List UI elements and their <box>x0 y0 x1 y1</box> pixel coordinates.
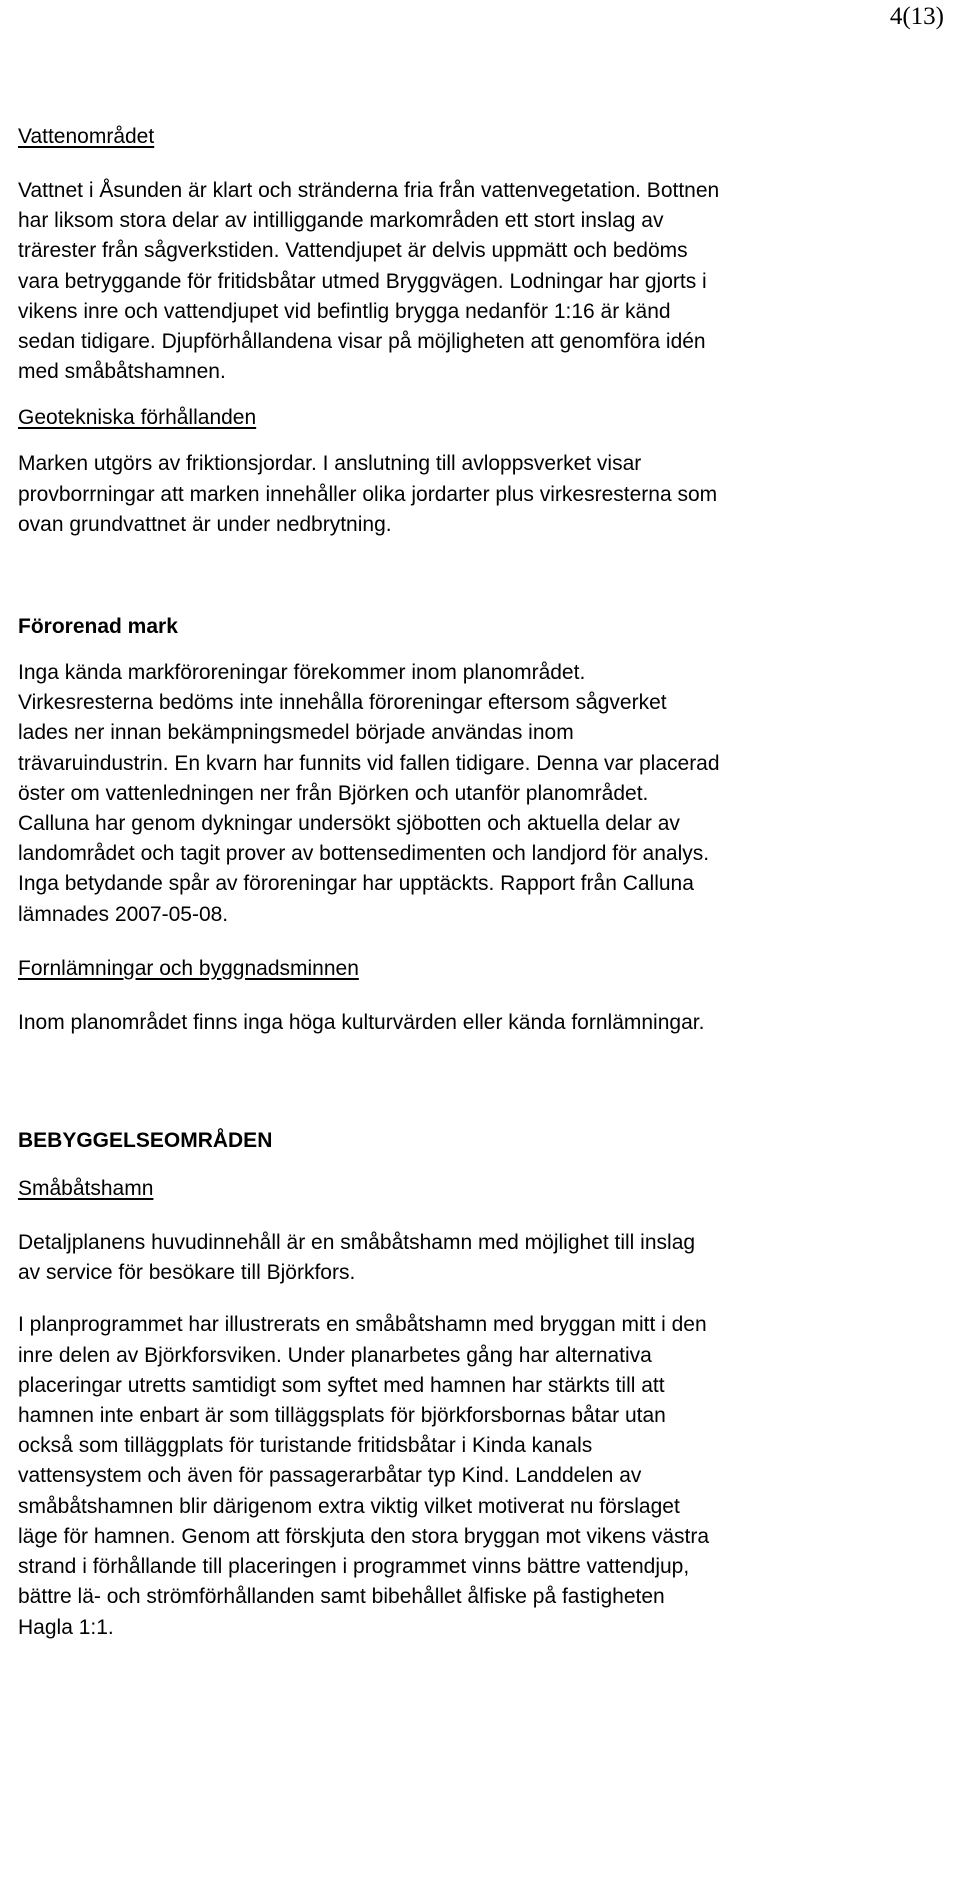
document-body <box>18 120 950 1643</box>
page-number: 4(13) <box>889 3 944 30</box>
heading-bebyggelseomraden: BEBYGGELSEOMRÅDEN <box>18 1129 273 1153</box>
heading-vattenomradet: Vattenområdet <box>18 125 155 148</box>
paragraph-smabatshamn-intro: Detaljplanens huvudinnehåll är en småbåtshamn med möjlighet till inslag av service för besökare till Björkfors. <box>18 1231 696 1285</box>
paragraph-vattenomradet: Vattnet i Åsunden är klart och stränderna fria från vattenvegetation. Bottnen har liksom stora delar av intilliggande markområden ett stort inslag av trärester från sågverkstiden. Vattendjupet är delvis uppmätt och bedöms vara betryggande för fritidsbåtar utmed Bryggvägen. Lodningar har gjorts i vikens inre och vattendjupet vid befintlig brygga nedanför 1:16 är känd sedan tidigare. Djupförhållandena visar på möjligheten att genomföra idén med småbåtshamnen. <box>18 179 720 384</box>
heading-fororenad-mark: Förorenad mark <box>18 615 178 639</box>
heading-fornlamningar: Fornlämningar och byggnadsminnen <box>18 956 359 980</box>
paragraph-fornlamningar: Inom planområdet finns inga höga kulturvärden eller kända fornlämningar. <box>18 1010 705 1034</box>
heading-geotekniska: Geotekniska förhållanden <box>18 406 257 430</box>
heading-smabatshamn: Småbåtshamn <box>18 1177 154 1201</box>
paragraph-geotekniska: Marken utgörs av friktionsjordar. I anslutning till avloppsverket visar provborrningar att marken innehåller olika jordarter plus virkesresterna som ovan grundvattnet är under nedbrytning. <box>18 452 718 536</box>
paragraph-smabatshamn-detail: I planprogrammet har illustrerats en småbåtshamn med bryggan mitt i den inre delen av Björkforsviken. Under planarbetes gång har alternativa placeringar utretts samtidigt som syftet med hamnen har stärkts till att hamnen inte enbart är som tilläggsplats för björkforsbornas båtar utan också som tilläggplats för turistande fritidsbåtar i Kinda kanals vattensystem och även för passagerarbåtar typ Kind. Landdelen av småbåtshamnen blir därigenom extra viktig vilket motiverat nu förslaget läge för hamnen. Genom att förskjuta den stora bryggan mot vikens västra strand i förhållande till placeringen i programmet vinns bättre vattendjup, bättre lä- och strömförhållanden samt bibehållet ålfiske på fastigheten Hagla 1:1. <box>18 1313 710 1639</box>
paragraph-fororenad-mark: Inga kända markföroreningar förekommer inom planområdet. Virkesresterna bedöms inte innehålla föroreningar eftersom sågverket lades ner innan bekämpningsmedel började användas inom trävaruindustrin. En kvarn har funnits vid fallen tidigare. Denna var placerad öster om vattenledningen ner från Björken och utanför planområdet. Calluna har genom dykningar undersökt sjöbotten och aktuella delar av landområdet och tagit prover av bottensedimenten och landjord för analys. Inga betydande spår av föroreningar har upptäckts. Rapport från Calluna lämnades 2007-05-08. <box>18 661 720 926</box>
